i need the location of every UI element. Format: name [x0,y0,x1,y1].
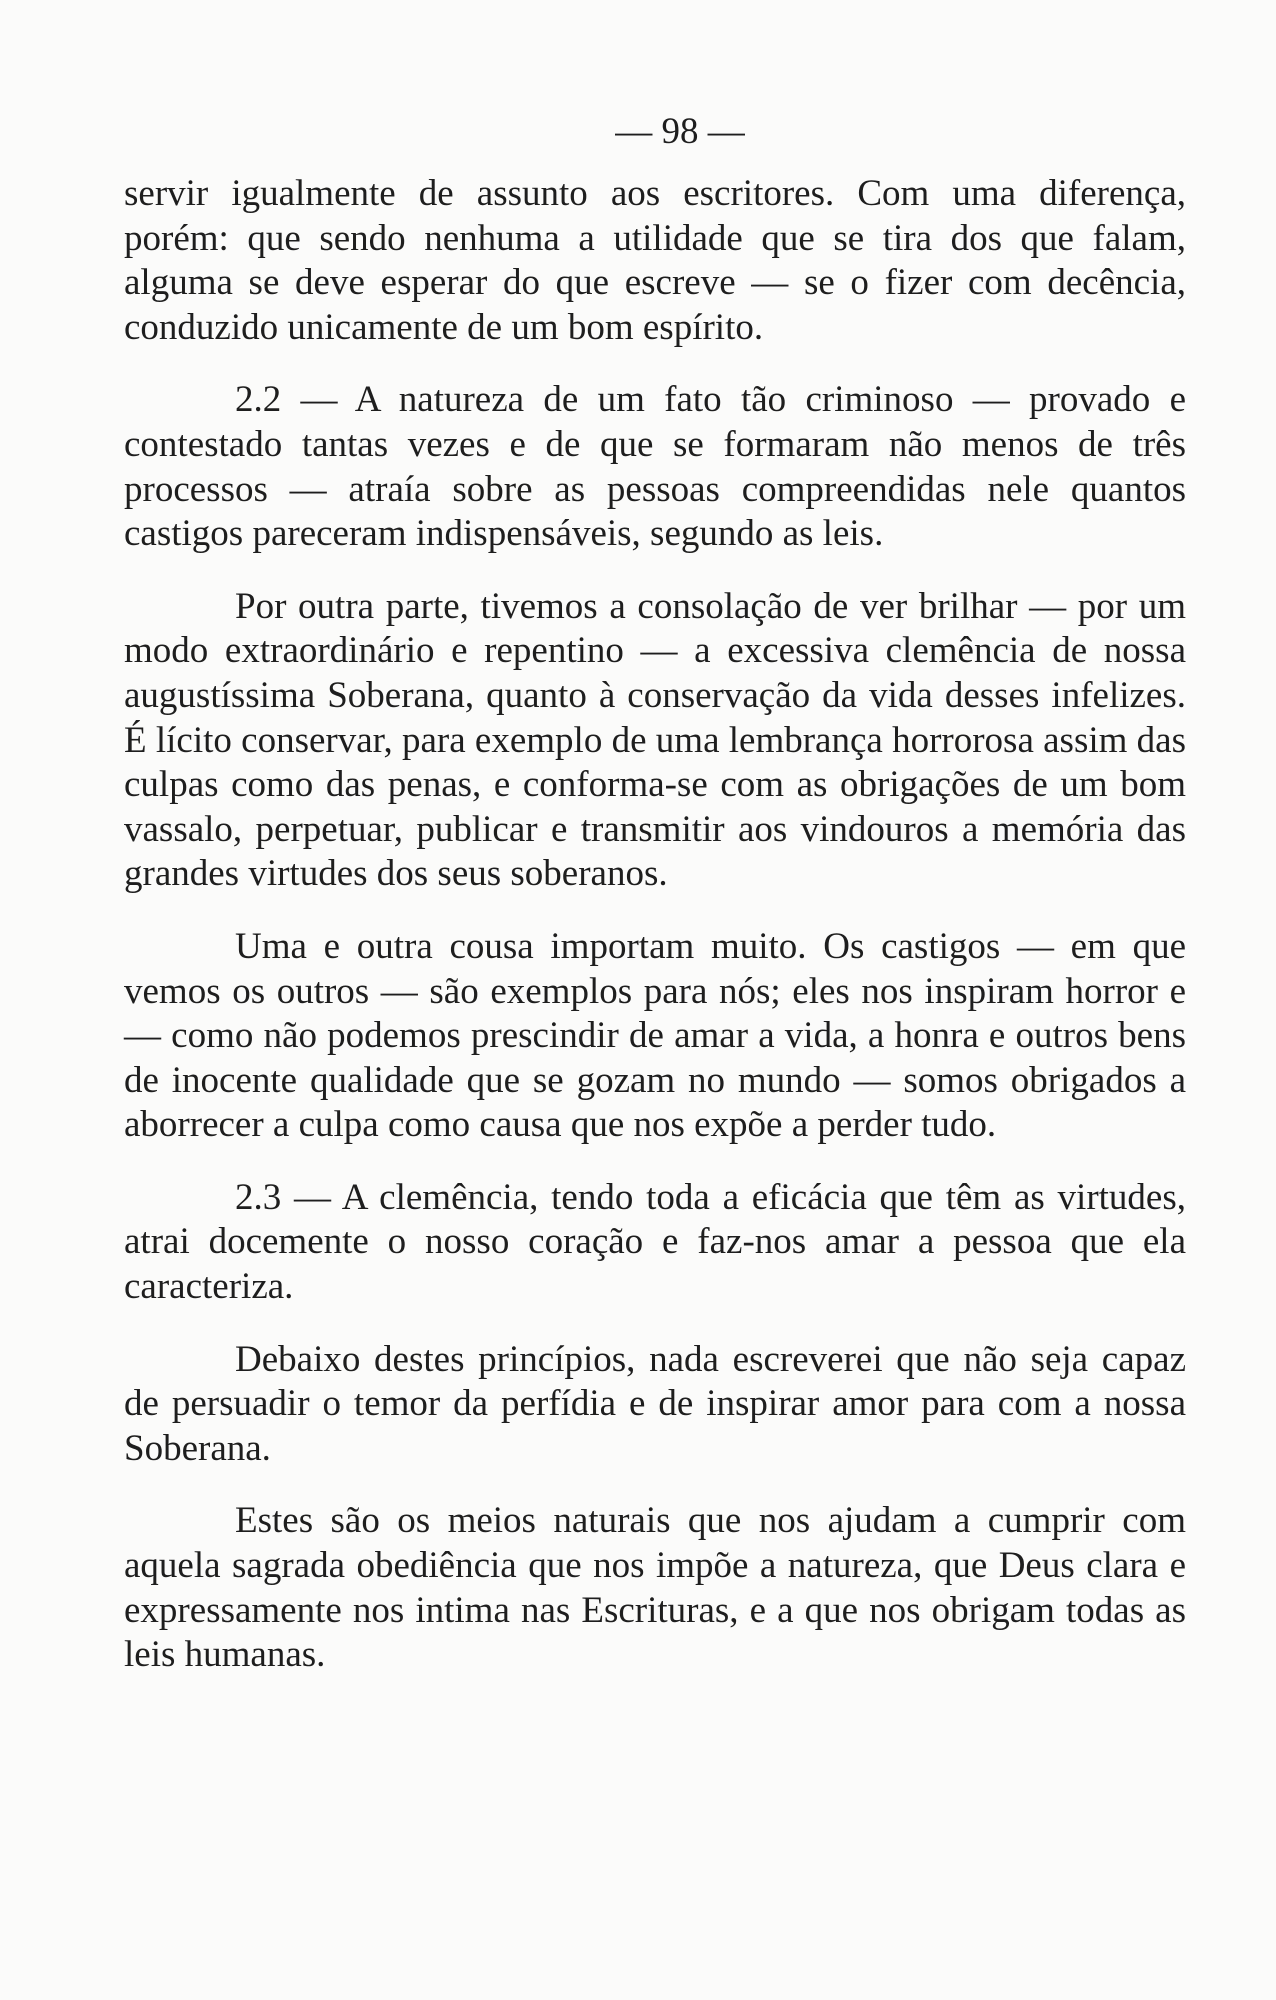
paragraph-section-2-2: 2.2 — A natureza de um fato tão criminoso — provado e contestado tantas vezes e de que se formaram não menos de três processos — atraía sobre as pessoas compreendidas nele quantos castigos pareceram indispensáveis, segundo as leis. [124,379,1186,555]
paragraph-natural-means: Estes são os meios naturais que nos ajudam a cumprir com aquela sagrada obediência que nos impõe a natureza, que Deus clara e expressamente nos intima nas Escrituras, e a que nos obrigam todas as leis humanas. [124,1500,1186,1676]
document-page [124,110,1186,1706]
paragraph-punishments: Uma e outra cousa importam muito. Os castigos — em que vemos os outros — são exemplos para nós; eles nos inspiram horror e — como não podemos prescindir de amar a vida, a honra e outros bens de inocente qualidade que se gozam no mundo — somos obrigados a aborrecer a culpa como causa que nos expõe a perder tudo. [124,925,1186,1146]
paragraph-continuation: servir igualmente de assunto aos escritores. Com uma diferença, porém: que sendo nenhuma a utilidade que se tira dos que falam, alguma se deve esperar do que escreve — se o fizer com decência, conduzido unicamente de um bom espírito. [124,173,1186,348]
paragraph-principles: Debaixo destes princípios, nada escreverei que não seja capaz de persuadir o temor da perfídia e de inspirar amor para com a nossa Soberana. [124,1338,1186,1469]
paragraph-clemency: Por outra parte, tivemos a consolação de ver brilhar — por um modo extraordinário e repentino — a excessiva clemência de nossa augustíssima Soberana, quanto à conservação da vida desses infelizes. É lícito conservar, para exemplo de uma lembrança horrorosa assim das culpas como das penas, e conforma-se com as obrigações de um bom vassalo, perpetuar, publicar e transmitir aos vindouros a memória das grandes virtudes dos seus soberanos. [124,585,1186,895]
paragraph-section-2-3: 2.3 — A clemência, tendo toda a eficácia que têm as virtudes, atrai docemente o nosso coração e faz-nos amar a pessoa que ela caracteriza. [124,1176,1186,1308]
page-number: — 98 — [615,111,745,152]
